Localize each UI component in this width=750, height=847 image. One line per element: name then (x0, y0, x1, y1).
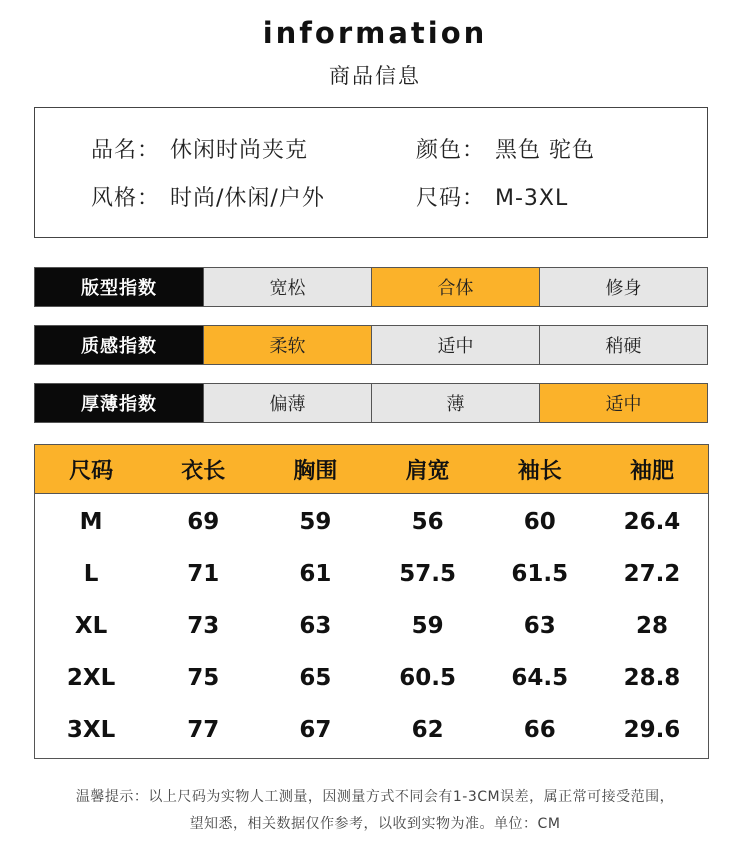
table-cell: M (79, 509, 103, 535)
info-style (91, 181, 325, 212)
index-row-thickness (34, 383, 708, 423)
table-row (35, 704, 708, 756)
note-line-2: 望知悉，相关数据仅作参考，以收到实物为准。单位：CM (189, 816, 561, 832)
table-cell: 60.5 (399, 665, 456, 691)
info-size (416, 181, 568, 212)
table-cell: 66 (523, 717, 556, 743)
header-cell: 胸围 (293, 458, 338, 484)
info-color-label: 颜色： (416, 138, 486, 163)
header-cell: 尺码 (69, 458, 114, 484)
info-style-label: 风格： (91, 186, 161, 211)
table-cell: 27.2 (623, 561, 681, 587)
size-table-header (35, 445, 708, 494)
table-cell: XL (74, 613, 108, 639)
table-row (35, 496, 708, 548)
table-cell: 2XL (66, 665, 116, 691)
table-cell: 64.5 (511, 665, 569, 691)
table-cell: 67 (299, 717, 332, 743)
table-cell: 77 (187, 717, 220, 743)
index-label: 版型指数 (35, 268, 203, 306)
table-cell: 63 (523, 613, 556, 639)
info-color (416, 133, 595, 164)
table-cell: 59 (411, 613, 444, 639)
header-cell: 袖长 (517, 458, 562, 484)
index-option: 宽松 (203, 268, 371, 306)
table-cell: 56 (411, 509, 444, 535)
index-option: 修身 (539, 268, 707, 306)
table-cell: 28 (635, 613, 668, 639)
index-label: 厚薄指数 (35, 384, 203, 422)
table-cell: 59 (299, 509, 332, 535)
size-table (34, 444, 709, 759)
index-option-selected: 合体 (371, 268, 539, 306)
index-option: 适中 (371, 326, 539, 364)
index-option: 薄 (371, 384, 539, 422)
info-size-label: 尺码： (416, 186, 486, 211)
index-row-fit (34, 267, 708, 307)
table-cell: 69 (187, 509, 220, 535)
table-cell: 57.5 (399, 561, 456, 587)
table-cell: 65 (299, 665, 332, 691)
table-cell: 3XL (66, 717, 116, 743)
table-row (35, 548, 708, 600)
table-cell: 61.5 (511, 561, 569, 587)
info-name-label: 品名： (91, 138, 161, 163)
table-cell: L (83, 561, 99, 587)
index-row-texture (34, 325, 708, 365)
info-style-value: 时尚/休闲/户外 (170, 186, 325, 211)
info-name (91, 133, 308, 164)
table-cell: 73 (187, 613, 220, 639)
table-cell: 62 (411, 717, 444, 743)
product-info-box (34, 107, 708, 238)
index-option-selected: 柔软 (203, 326, 371, 364)
table-row (35, 600, 708, 652)
size-table-body (35, 494, 708, 756)
table-cell: 63 (299, 613, 332, 639)
header-cell: 衣长 (181, 458, 226, 484)
index-option: 稍硬 (539, 326, 707, 364)
note-line-1: 温馨提示：以上尺码为实物人工测量，因测量方式不同会有1-3CM误差，属正常可接受范围， (75, 789, 675, 805)
index-option: 偏薄 (203, 384, 371, 422)
table-cell: 71 (187, 561, 220, 587)
table-cell: 28.8 (623, 665, 681, 691)
info-name-value: 休闲时尚夹克 (170, 138, 309, 163)
info-color-value: 黑色 驼色 (495, 138, 596, 163)
title-english: information (262, 16, 488, 50)
header-cell: 肩宽 (405, 458, 450, 484)
info-size-value: M-3XL (495, 186, 569, 211)
table-cell: 60 (523, 509, 556, 535)
table-cell: 29.6 (623, 717, 681, 743)
table-row (35, 652, 708, 704)
index-option-selected: 适中 (539, 384, 707, 422)
header-cell: 袖肥 (629, 458, 674, 484)
table-cell: 75 (187, 665, 220, 691)
title-chinese: 商品信息 (329, 64, 421, 88)
table-cell: 26.4 (623, 509, 681, 535)
index-label: 质感指数 (35, 326, 203, 364)
table-cell: 61 (299, 561, 332, 587)
